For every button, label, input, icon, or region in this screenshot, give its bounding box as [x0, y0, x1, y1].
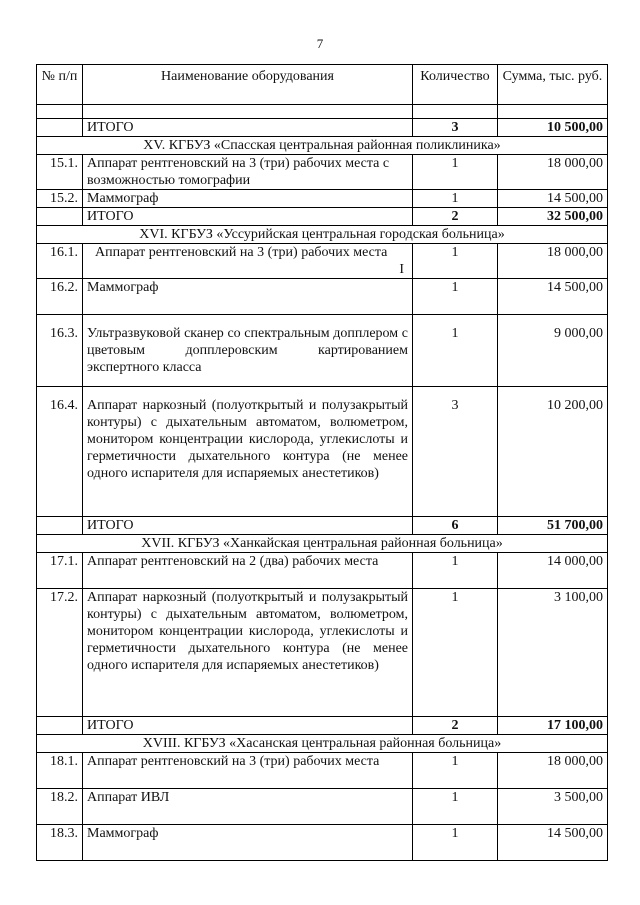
- row-sum: 18 000,00: [498, 244, 608, 279]
- total-qty: 2: [413, 208, 498, 226]
- total-label: ИТОГО: [83, 717, 413, 735]
- total-qty: 3: [413, 119, 498, 137]
- total-qty: 6: [413, 517, 498, 535]
- row-qty: 1: [413, 589, 498, 717]
- row-name: Аппарат наркозный (полуоткрытый и полузакрытый контуры) с дыхательным автоматом, волюметром, монитором концентрации кислорода, углекислоты и герметичности дыхательного контура (не менее одного испарителя для испаряемых анестетиков): [83, 387, 413, 517]
- total-row: [37, 208, 608, 226]
- table-row: [37, 589, 608, 717]
- total-sum: 32 500,00: [498, 208, 608, 226]
- row-sum: 14 500,00: [498, 825, 608, 861]
- section-title: XVII. КГБУЗ «Ханкайская центральная районная больница»: [37, 535, 608, 553]
- row-name: Аппарат ИВЛ: [83, 789, 413, 825]
- row-num: [37, 208, 83, 226]
- row-qty: 1: [413, 315, 498, 387]
- table-row: [37, 825, 608, 861]
- table-row: [37, 387, 608, 517]
- row-name: Ультразвуковой сканер со спектральным допплером с цветовым допплеровским картированием экспертного класса: [83, 315, 413, 387]
- total-sum: 17 100,00: [498, 717, 608, 735]
- section-title: XVI. КГБУЗ «Уссурийская центральная городская больница»: [37, 226, 608, 244]
- row-qty: 1: [413, 553, 498, 589]
- total-row: [37, 517, 608, 535]
- header-name: Наименование оборудования: [83, 65, 413, 105]
- row-num: [37, 119, 83, 137]
- row-name: Аппарат рентгеновский на 2 (два) рабочих места: [83, 553, 413, 589]
- row-sum: 10 200,00: [498, 387, 608, 517]
- row-name: Аппарат рентгеновский на 3 (три) рабочих места: [83, 753, 413, 789]
- row-name: Аппарат наркозный (полуоткрытый и полузакрытый контуры) с дыхательным автоматом, волюметром, монитором концентрации кислорода, углекислоты и герметичности дыхательного контура (не менее одного испарителя для испаряемых анестетиков): [83, 589, 413, 717]
- row-num: 18.3.: [37, 825, 83, 861]
- row-qty: 1: [413, 825, 498, 861]
- section-row: [37, 535, 608, 553]
- table-header-row: [37, 65, 608, 105]
- row-num: 16.1.: [37, 244, 83, 279]
- header-qty: Количество: [413, 65, 498, 105]
- table-row: [37, 753, 608, 789]
- total-sum: 51 700,00: [498, 517, 608, 535]
- row-sum: 14 500,00: [498, 279, 608, 315]
- row-mark: I: [399, 262, 404, 277]
- section-row: [37, 226, 608, 244]
- row-num: 15.2.: [37, 190, 83, 208]
- equipment-table: [36, 64, 608, 861]
- spacer-cell: [83, 105, 413, 119]
- row-sum: 3 100,00: [498, 589, 608, 717]
- row-sum: 18 000,00: [498, 753, 608, 789]
- spacer-cell: [37, 105, 83, 119]
- row-name: Маммограф: [83, 825, 413, 861]
- table-row: [37, 279, 608, 315]
- row-num: 17.2.: [37, 589, 83, 717]
- header-num: № п/п: [37, 65, 83, 105]
- table-row: [37, 789, 608, 825]
- row-num: 18.1.: [37, 753, 83, 789]
- section-title: XVIII. КГБУЗ «Хасанская центральная районная больница»: [37, 735, 608, 753]
- row-sum: 3 500,00: [498, 789, 608, 825]
- row-qty: 1: [413, 753, 498, 789]
- row-qty: 1: [413, 789, 498, 825]
- total-label: ИТОГО: [83, 208, 413, 226]
- row-name-cell: [83, 244, 413, 279]
- row-name: Аппарат рентгеновский на 3 (три) рабочих места с возможностью томографии: [83, 155, 413, 190]
- total-sum: 10 500,00: [498, 119, 608, 137]
- total-label: ИТОГО: [83, 517, 413, 535]
- row-qty: 1: [413, 155, 498, 190]
- row-qty: 1: [413, 244, 498, 279]
- total-qty: 2: [413, 717, 498, 735]
- table-spacer-row: [37, 105, 608, 119]
- table-row: [37, 553, 608, 589]
- row-qty: 3: [413, 387, 498, 517]
- row-num: 18.2.: [37, 789, 83, 825]
- table-row: [37, 155, 608, 190]
- row-sum: 18 000,00: [498, 155, 608, 190]
- row-name: Маммограф: [83, 190, 413, 208]
- row-num: 16.4.: [37, 387, 83, 517]
- row-num: 16.2.: [37, 279, 83, 315]
- row-qty: 1: [413, 190, 498, 208]
- spacer-cell: [413, 105, 498, 119]
- table-row: [37, 315, 608, 387]
- table-row: [37, 190, 608, 208]
- row-num: [37, 717, 83, 735]
- row-num: 17.1.: [37, 553, 83, 589]
- section-row: [37, 735, 608, 753]
- section-title: XV. КГБУЗ «Спасская центральная районная поликлиника»: [37, 137, 608, 155]
- header-sum: Сумма, тыс. руб.: [498, 65, 608, 105]
- page-number: 7: [316, 36, 324, 51]
- total-row: [37, 119, 608, 137]
- row-qty: 1: [413, 279, 498, 315]
- row-num: [37, 517, 83, 535]
- row-num: 16.3.: [37, 315, 83, 387]
- row-num: 15.1.: [37, 155, 83, 190]
- row-sum: 14 000,00: [498, 553, 608, 589]
- row-sum: 9 000,00: [498, 315, 608, 387]
- row-sum: 14 500,00: [498, 190, 608, 208]
- section-row: [37, 137, 608, 155]
- row-name: Аппарат рентгеновский на 3 (три) рабочих места: [95, 245, 388, 260]
- table-row: [37, 244, 608, 279]
- total-label: ИТОГО: [83, 119, 413, 137]
- spacer-cell: [498, 105, 608, 119]
- row-name: Маммограф: [83, 279, 413, 315]
- total-row: [37, 717, 608, 735]
